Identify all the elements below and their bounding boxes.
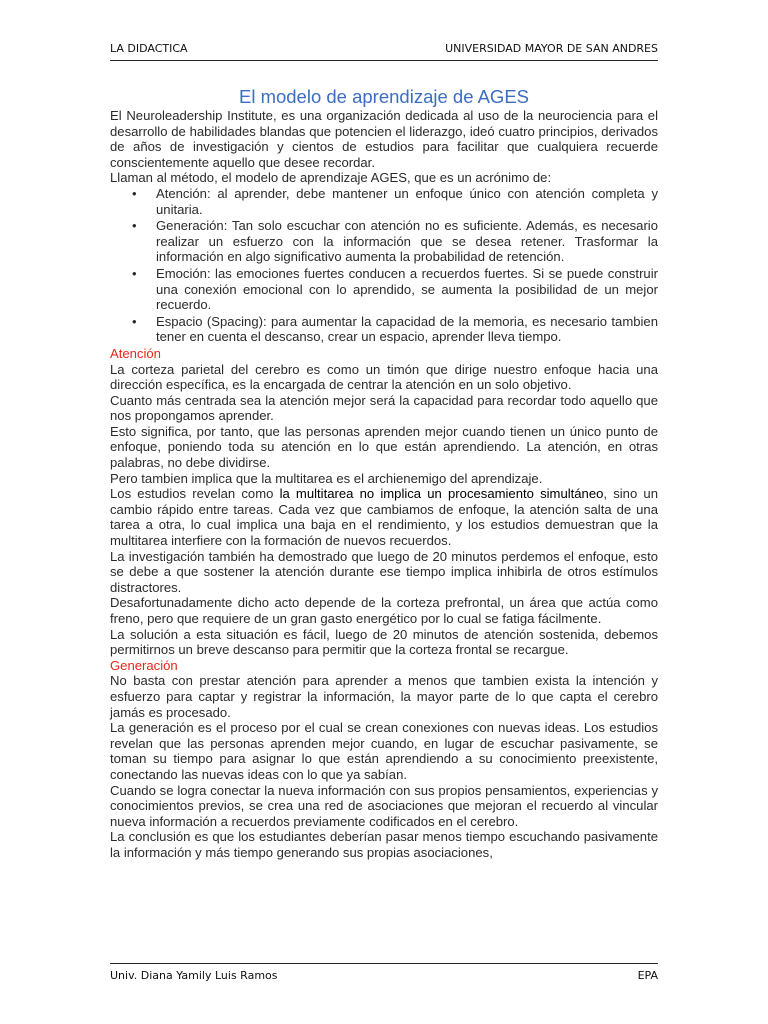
bullet-atencion: • Atención: al aprender, debe mantener un enfoque único con atención completa y unitaria. bbox=[110, 186, 658, 217]
document-title: El modelo de aprendizaje de AGES bbox=[238, 86, 530, 107]
atencion-paragraph-studies bbox=[110, 486, 658, 548]
atencion-paragraph-2: Cuanto más centrada sea la atención mejor será la capacidad para recordar todo aquello que nos propongamos aprender. bbox=[110, 392, 658, 424]
section-heading-atencion: Atención bbox=[110, 345, 161, 361]
atencion-paragraph-5: La investigación también ha demostrado que luego de 20 minutos perdemos el enfoque, esto se debe a que sostener la atención durante ese tiempo implica inhibirla de otros estímulos distractores. bbox=[110, 548, 658, 595]
studies-text-post: , sino un cambio rápido entre tareas. Cada vez que cambiamos de enfoque, la atención salta de una tarea a otra, lo cual implica una baja en el rendimiento, y los estudios demuestran que la multitarea interfiere con la formación de nuevos recuerdos. bbox=[110, 486, 658, 549]
generacion-paragraph-3: Cuando se logra conectar la nueva información con sus propios pensamientos, experiencias y conocimientos previos, se crea una red de asociaciones que mejoran el recuerdo al vincular nueva información a recuerdos previamente codificados en el cerebro. bbox=[110, 782, 658, 829]
document-body bbox=[110, 86, 658, 861]
ages-bullet-list bbox=[110, 186, 658, 345]
footer-author: Univ. Diana Yamily Luis Ramos bbox=[110, 969, 278, 982]
bullet-emocion: • Emoción: las emociones fuertes conducen a recuerdos fuertes. Si se puede construir una conexión emocional con lo aprendido, se aumenta la posibilidad de un mejor recuerdo. bbox=[110, 266, 658, 313]
studies-text-pre: Los estudios revelan como bbox=[110, 486, 280, 502]
generacion-paragraph-1: No basta con prestar atención para aprender a menos que tambien exista la intención y esfuerzo para captar y registrar la información, la mayor parte de lo que capta el cerebro jamás es procesado. bbox=[110, 673, 658, 720]
running-header bbox=[110, 42, 658, 61]
atencion-paragraph-3: Esto significa, por tanto, que las personas aprenden mejor cuando tienen un único punto de enfoque, poniendo toda su atención en lo que están aprendiendo. La atención, en otras palabras, no debe dividirse. bbox=[110, 423, 658, 471]
generacion-paragraph-2: La generación es el proceso por el cual se crean conexiones con nuevas ideas. Los estudios revelan que las personas aprenden mejor cuando, en lugar de escuchar pasivamente, se toman su tiempo para asignar lo que están aprendiendo a su conocimiento preexistente, conectando las nuevas ideas con lo que ya sabían. bbox=[110, 720, 658, 782]
footer-right: EPA bbox=[637, 969, 658, 982]
atencion-paragraph-1: La corteza parietal del cerebro es como un timón que dirige nuestro enfoque hacia una dirección específica, es la encargada de centrar la atención en un solo objetivo. bbox=[110, 361, 658, 393]
atencion-paragraph-6: Desafortunadamente dicho acto depende de la corteza prefrontal, un área que actúa como freno, pero que requiere de un gran gasto energético por lo cual se fatiga fácilmente. bbox=[110, 595, 658, 626]
atencion-paragraph-4: Pero tambien implica que la multitarea es el archienemigo del aprendizaje. bbox=[110, 470, 543, 486]
intro-paragraph-2: Llaman al método, el modelo de aprendizaje AGES, que es un acrónimo de: bbox=[110, 170, 552, 186]
atencion-paragraph-7: La solución a esta situación es fácil, luego de 20 minutos de atención sostenida, debemos permitirnos un breve descanso para permitir que la corteza frontal se recargue. bbox=[110, 626, 658, 658]
bullet-espacio: • Espacio (Spacing): para aumentar la capacidad de la memoria, es necesario tambien tener en cuenta el descanso, crear un espacio, aprender lleva tiempo. bbox=[110, 314, 658, 345]
header-left: LA DIDACTICA bbox=[110, 42, 188, 55]
generacion-paragraph-4: La conclusión es que los estudiantes deberían pasar menos tiempo escuchando pasivamente la información y más tiempo generando sus propias asociaciones, bbox=[110, 829, 658, 860]
document-page bbox=[110, 0, 658, 1024]
bullet-generacion: • Generación: Tan solo escuchar con atención no es suficiente. Además, es necesario realizar un esfuerzo con la información que se desea retener. Trasformar la información en algo significativo aumenta la probabilidad de retención. bbox=[110, 218, 658, 265]
running-footer bbox=[110, 963, 658, 982]
multitarea-link[interactable]: la multitarea no implica un procesamiento simultáneo bbox=[279, 486, 604, 502]
intro-paragraph-1: El Neuroleadership Institute, es una organización dedicada al uso de la neurociencia para el desarrollo de habilidades blandas que potencien el liderazgo, ideó cuatro principios, derivados de años de investigación y cientos de estudios para facilitar que cualquiera recuerde conscientemente aquello que desee recordar. bbox=[110, 108, 658, 170]
header-right: UNIVERSIDAD MAYOR DE SAN ANDRES bbox=[445, 42, 658, 55]
section-heading-generacion: Generación bbox=[110, 657, 178, 673]
